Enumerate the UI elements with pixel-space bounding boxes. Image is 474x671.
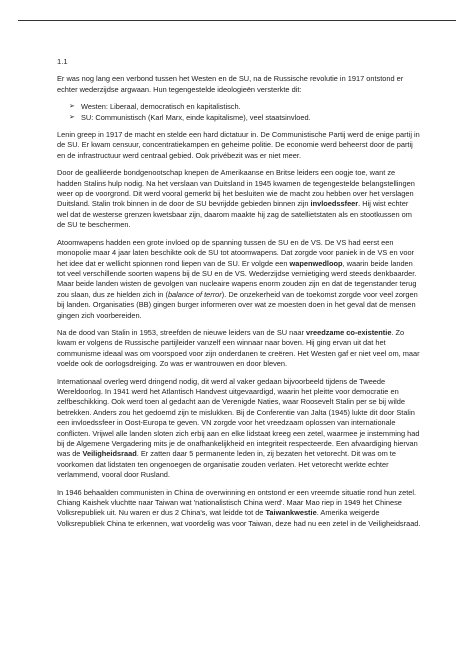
text-run: . Zo kwam er volgens de Russische partijleider vanzelf een winnaar naar boven. Hij ging ervan uit dat het communisme ideaal was om voorspoed voor zijn onderdanen te creëren. Het Westen gaf er niet veel om, maar voelde ook de oorlogsdreiging. Zo was er wantrouwen en door bleven. xyxy=(57,327,420,369)
term-invloedssfeer: invloedssfeer xyxy=(310,199,359,209)
ideology-list xyxy=(57,102,421,123)
text-run: . Amerika weigerde Volksrepubliek China te erkennen, wat voordelig was voor Taiwan, deze had nu een zetel in de Veiligheidsraad. xyxy=(57,508,421,528)
text-run: Internationaal overleg werd dringend nodig, dit werd al vaker gedaan bijvoorbeeld tijdens de Tweede Wereldoorlog. In 1941 werd het Atlantisch Handvest uitgevaardigd, waarin het pleitte voor democratie en zelfbeschikking. Ook werd toen al gedacht aan de Verenigde Naties, waar Roosevelt Stalin per se bij wilde betrekken. Anders zou het gedoemd zijn te mislukken. Bij de Conferentie van Jalta (1945) lukte dit door Stalin een invloedssfeer in Oost-Europa te geven. VN zorgde voor het vreedzaam oplossen van internationale conflicten. Vrijwel alle landen sloten zich erbij aan en elke lidstaat kreeg een zetel, waarmee je instemming had bij de Algemene Vergadering mits je de onafhankelijkheid en integriteit respecteerde. Een afvaardiging hiervan was de xyxy=(57,376,420,459)
text-run: Na de dood van Stalin in 1953, streefden de nieuwe leiders van de SU naar xyxy=(57,327,306,337)
arrow-bullet-icon: ➢ xyxy=(69,103,75,111)
arrow-bullet-icon: ➢ xyxy=(69,113,75,121)
term-balance-of-terror: balance of terror xyxy=(167,289,222,299)
term-vreedzame-co-existentie: vreedzame co-existentie xyxy=(305,327,392,337)
list-item-text: Westen: Liberaal, democratisch en kapitalistisch. xyxy=(81,102,241,112)
list-item-text: SU: Communistisch (Karl Marx, einde kapitalisme), veel staatsinvloed. xyxy=(81,112,311,122)
text-run: Atoomwapens hadden een grote invloed op de spanning tussen de SU en de VS. De VS had eerst een monopolie maar 4 jaar laten beschikte ook de SU tot atoomwapens. Dat zorgde voor paniek in de VS en voor het idee dat er wellicht spionnen rond liepen van de SU. Er volgde een xyxy=(57,237,415,268)
paragraph-china xyxy=(57,488,421,530)
text-run: , waarin beide landen tot veel verschillende soorten wapens bij de SU en de VS. Wederzijdse vernietiging werd steeds denkbaarder. Maar beide landen wisten de gevolgen van nucleaire wapens enorm zouden zijn en dat de tegenstander terug zou slaan, dus ze hielden zich in ( xyxy=(57,258,417,299)
document-body xyxy=(57,57,421,536)
list-item xyxy=(69,113,421,123)
header-rule xyxy=(18,20,456,21)
section-heading: 1.1 xyxy=(57,57,68,66)
text-run: ). De onzekerheid van de toekomst zorgde voor veel zorgen bij landen. Organisaties (BB) gingen burger informeren over wat ze moesten doen in het geval dat de mensen gingen zich voorbereiden. xyxy=(57,289,418,320)
text-run: . Hij wist echter wel dat de westerse grenzen kwetsbaar zijn, daarom maakte hij zag de satellietstaten als en stootkussen om de SU te beschermen. xyxy=(57,199,412,230)
term-veiligheidsraad: Veiligheidsraad xyxy=(82,449,137,459)
text-run: Door de gealliëerde bondgenootschap knepen de Amerikaanse en Britse leiders een oogje toe, want ze hadden Stalins hulp nodig. Na het verslaan van Duitsland in 1945 kwamen de tegengestelde belangstellingen weer op de voorgrond. Dit werd vooral gemerkt bij het besluiten wie de macht zou hebben over het verslagen Duitsland. Stalin trok binnen in de door de SU bevrijdde gebieden binnen zijn xyxy=(57,168,415,209)
term-taiwankwestie: Taiwankwestie xyxy=(265,508,317,518)
paragraph-atoomwapens xyxy=(57,238,421,321)
list-item xyxy=(69,102,421,112)
paragraph-lenin: Lenin greep in 1917 de macht en stelde een hard dictatuur in. De Communistische Partij werd de enige partij in de SU. Er kwam censuur, concentratiekampen en geheime politie. De economie werd beheerst door de partij en de infrastructuur werd centraal gebied. Ook privébezit was er niet meer. xyxy=(57,130,420,160)
paragraph-co-existentie xyxy=(57,328,421,370)
text-run: In 1946 behaalden communisten in China de overwinning en ontstond er een vreemde situatie rond hun zetel. Chiang Kaishek vluchtte naar Taiwan wat 'nationalistisch China werd'. Maar Mao riep in 1949 het Chinese Volksrepubliek uit. Nu waren er dus 2 China's, wat leidde tot de xyxy=(57,487,417,518)
paragraph-vn xyxy=(57,377,421,481)
term-wapenwedloop: wapenwedloop xyxy=(289,258,343,268)
paragraph-intro: Er was nog lang een verbond tussen het Westen en de SU, na de Russische revolutie in 1917 ontstond er echter wederzijdse argwaan. Hun tegengestelde ideologieën versterkte dit: xyxy=(57,74,404,94)
paragraph-stalin xyxy=(57,168,421,230)
text-run: . Er zatten daar 5 permanente leden in, zij bezaten het vetorecht. Dit was om te voorkomen dat lidstaten ten ongenoegen de organisatie zouden verlaten. Het vetorecht werkte echter verlammend, vooral door Rusland. xyxy=(57,449,396,480)
